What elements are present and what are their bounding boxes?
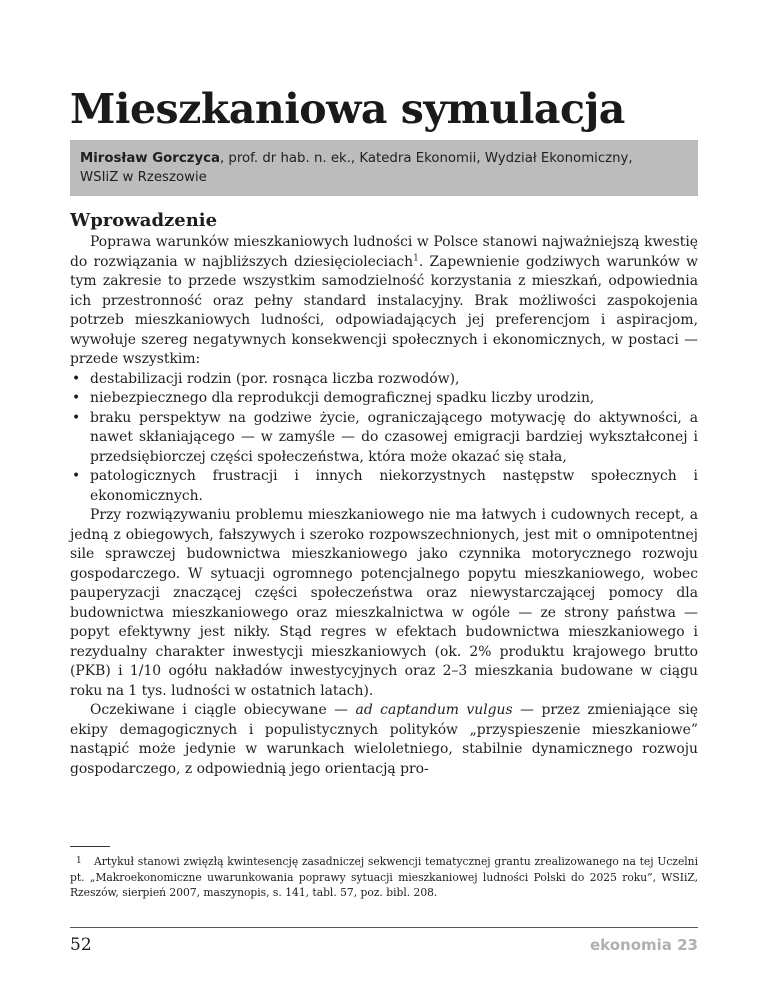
paragraph-1-text: Poprawa warunków mieszkaniowych ludności w Polsce stanowi najważniejszą kwestię do rozwiązania w najbliższych dziesięcioleciach [70, 234, 698, 270]
author-name: Mirosław Gorczyca [80, 151, 220, 166]
bullet-list [70, 370, 698, 507]
footer-rule [70, 927, 698, 928]
paragraph-1 [70, 233, 698, 370]
section-heading: Wprowadzenie [70, 210, 218, 231]
paragraph-1-rest: . Zapewnienie godziwych warunków w tym zakresie to przede wszystkim samodzielność korzystania z mieszkań, odpowiednia ich przestronność oraz pełny standard instalacyjny. Brak możliwości zaspokojenia potrzeb mieszkaniowych ludności, odpowiadających jej preferencjom i aspiracjom, wywołuje szereg negatywnych konsekwencji społecznych i ekonomicznych, w postaci — przede wszystkim: [70, 253, 698, 367]
list-item: • niebezpiecznego dla reprodukcji demograficznej spadku liczby urodzin, [70, 389, 698, 409]
journal-name: ekonomia 23 [589, 936, 698, 954]
paragraph-3-start: Oczekiwane i ciągle obiecywane — [90, 702, 356, 718]
footnote-number: 1 [76, 856, 82, 866]
list-item: • destabilizacji rodzin (por. rosnąca liczba rozwodów), [70, 370, 698, 390]
list-item: • patologicznych frustracji i innych niekorzystnych następstw społecznych i ekonomicznych. [70, 467, 698, 506]
footnote-ref: 1 [413, 252, 419, 263]
footnote-separator [70, 846, 110, 847]
latin-phrase: ad captandum vulgus [355, 702, 513, 718]
paragraph-3 [70, 701, 698, 779]
paragraph-3-rest: — przez zmieniające się ekipy demagogicznych i populistycznych polityków „przyspieszenie mieszkaniowe” nastąpić może jedynie w warunkach wieloletniego, stabilnie dynamicznego rozwoju gospodarczego, z odpowiednią jego orientacją pro- [70, 702, 698, 777]
author-box [70, 140, 698, 196]
article-title: Mieszkaniowa symulacja [70, 85, 625, 133]
footnote [70, 854, 698, 901]
author-affiliation-line2: WSIiZ w Rzeszowie [80, 170, 207, 185]
page-number: 52 [70, 935, 92, 955]
body-text [70, 233, 698, 779]
paragraph-2: Przy rozwiązywaniu problemu mieszkaniowego nie ma łatwych i cudownych recept, a jedną z obiegowych, fałszywych i szeroko rozpowszechnionych, jest mit o omnipotentnej sile sprawczej budownictwa mieszkaniowego jako czynnika motorycznego rozwoju gospodarczego. W sytuacji ogromnego potencjalnego popytu mieszkaniowego, wobec pauperyzacji znaczącej części społeczeństwa oraz niewystarczającej pomocy dla budownictwa mieszkaniowego oraz mieszkalnictwa w ogóle — ze strony państwa — popyt efektywny jest nikły. Stąd regres w efektach budownictwa mieszkaniowego i rezydualny charakter inwestycji mieszkaniowych (ok. 2% produktu krajowego brutto (PKB) i 1/10 ogółu nakładów inwestycyjnych oraz 2–3 mieszkania budowane w ciągu roku na 1 tys. ludności w ostatnich latach). [70, 507, 698, 699]
footnote-text: Artykuł stanowi zwięzłą kwintesencję zasadniczej sekwencji tematycznej grantu zrealizowanego na tej Uczelni pt. „Makroekonomiczne uwarunkowania poprawy sytuacji mieszkaniowej ludności Polski do 2025 roku”, WSIiZ, Rzeszów, sierpień 2007, maszynopis, s. 141, tabl. 57, poz. bibl. 208. [70, 855, 698, 899]
author-affiliation: , prof. dr hab. n. ek., Katedra Ekonomii, Wydział Ekonomiczny, [219, 151, 633, 166]
list-item: • braku perspektyw na godziwe życie, ograniczającego motywację do aktywności, a nawet skłaniającego — w zamyśle — do czasowej emigracji bardziej wykształconej i przedsiębiorczej części społeczeństwa, która może okazać się stała, [70, 409, 698, 468]
